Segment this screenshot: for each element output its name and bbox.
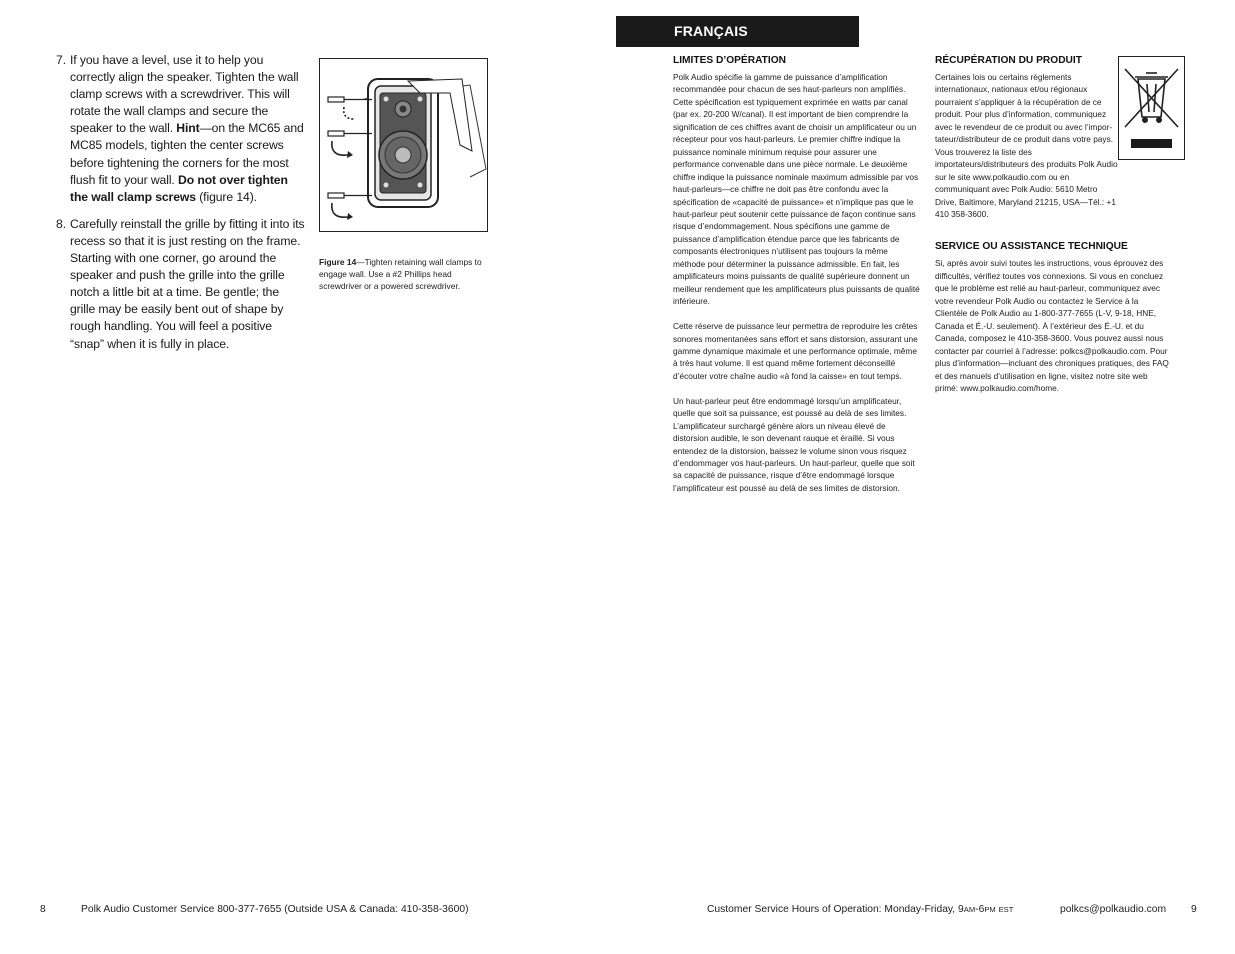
- hours-mid: -6: [975, 904, 985, 915]
- step-text-part: (figure 14).: [195, 189, 257, 204]
- hours-pm: PM: [984, 905, 996, 914]
- language-heading-bar: FRANÇAIS: [616, 16, 859, 47]
- limits-paragraph-2: Cette réserve de puissance leur permettra de reproduire les crêtes sonores momentanées sans effort et sans distorsion, assurant une gamme dynamique maximale et une performance optimale, même à très haut volume. Il est quand même fortement déconseillé d’écouter votre chaîne audio «à fond la caisse» en tout temps.: [673, 321, 918, 381]
- step-number: 8.: [56, 216, 67, 231]
- installation-steps: [56, 52, 306, 363]
- figure-caption-text: —Tighten retaining wall clamps to engage wall. Use a #2 Phillips head screwdriver or a powered screwdriver.: [319, 257, 482, 292]
- hint-label: Hint: [176, 121, 200, 136]
- weee-crossed-bin-icon: [1118, 56, 1185, 160]
- step-text-part: If you have a level, use it to help you correctly align the speaker. Tighten the wall clamp screws with a screwdriver. This will rotate the wall clamps and secure the speaker to the wall.: [70, 53, 299, 136]
- hours-timezone: EST: [998, 905, 1014, 914]
- section-title-service: SERVICE OU ASSISTANCE TECHNIQUE: [935, 241, 1128, 253]
- column-operating-limits: [673, 54, 920, 507]
- figure-14-illustration: [319, 58, 488, 232]
- limits-paragraph-1: Polk Audio spécifie la gamme de puissance d’amplification recommandée pour chacun de ses haut-parleurs non amplifiés. Cette spécification est typiquement exprimée en watts par canal (par ex. 20-200 W/canal). Il est important de bien comprendre la signification de ces chiffres avant de choisir un amplificateur ou un récepteur pour vos haut-parleurs. Le premier chiffre indique la puissance nominale minimum requise pour assurer une performance convenable dans une pièce normale. Le deuxième chiffre indique la puissance nominale maximum admissible par vos haut-parleurs—ce chiffre ne doit pas être confondu avec la spécification de «capacité de puissance» et n’implique pas que le haut-parleur peut soutenir cette puissance de façon continue sans risque d’endommagement. Nous spécifions une gamme de puissance d’amplification étendue parce que les fabricants de composants électroniques n’utilisent pas toujours la même méthode pour déterminer la puissance admissible. En fait, les amplificateurs moins puissants de qualité supérieure donnent un meilleur rendement que les amplificateurs plus puissants de qualité inférieure.: [673, 72, 920, 307]
- warning-text: Do not over tighten the wall clamp screws: [70, 172, 288, 204]
- step-text: Carefully reinstall the grille by fitting it into its recess so that it is just resting on the frame. Starting with one corner, go around the speaker and push the grille into the grille notch a little bit at a time. Be gentle; the grille may be easily bent out of shape by rough handling. You will feel a positive “snap” when it is fully in place.: [70, 216, 305, 351]
- speaker-wall-mount-diagram: [320, 59, 487, 231]
- recycling-paragraph: Certaines lois ou certains règlements internationaux, nationaux et/ou régionaux pourraient s’appliquer à la récupération de ce produit. Pour plus d’information, communiquez avec le revendeur de ce produit ou avec l’impor-tateur/distributeur de ce produit dans votre pays. Vous trouverez la liste des importateurs/distributeurs des produits Polk Audio sur le site www.polkaudio.com ou en communiquant avec Polk Audio: 5610 Metro Drive, Baltimore, Maryland 21215, USA—Tél.: +1 410 358-3600.: [935, 72, 1118, 219]
- step-8: [56, 216, 306, 353]
- hours-prefix: Customer Service Hours of Operation: Monday-Friday, 9: [707, 904, 964, 915]
- step-7: [56, 52, 306, 206]
- crossed-bin-icon: [1119, 57, 1184, 159]
- step-number: 7.: [56, 53, 67, 67]
- left-footer-text: Polk Audio Customer Service 800-377-7655 (Outside USA & Canada: 410-358-3600): [81, 904, 469, 915]
- step-text-part: —on the MC65 and MC85 models, tighten the center screws before tightening the corners for the most flush fit to your wall.: [70, 121, 304, 187]
- figure-14-caption: [319, 256, 494, 293]
- left-page-number: 8: [40, 904, 46, 915]
- service-paragraph: Si, après avoir suivi toutes les instructions, vous éprouvez des difficultés, vérifiez toutes vos connexions. Si vous en concluez que le problème est relié au haut-parleur, communiquez avec votre revendeur Polk Audio ou contactez le Service à la Clientèle de Polk Audio au 1-800-377-7655 (L-V, 9-18, HNE, Canada et É.-U. seulement). À l’extérieur des É.-U. et du Canada, composez le 410-358-3600. Vous pouvez aussi nous contacter par courriel à l’adresse: polkcs@polkaudio.com. Pour plus d’information—incluant des chroniques pratiques, des FAQ et des manuels d’utilisation en ligne, visitez notre site web primé: www.polkaudio.com/home.: [935, 258, 1169, 393]
- support-email: polkcs@polkaudio.com: [1060, 904, 1167, 915]
- section-title-limits: LIMITES D’OPÉRATION: [673, 55, 787, 66]
- figure-label: Figure 14: [319, 257, 357, 267]
- section-title-recycling: RÉCUPÉRATION DU PRODUIT: [935, 55, 1082, 66]
- service-hours-text: [707, 904, 1013, 915]
- right-page-number: 9: [1191, 904, 1197, 915]
- hours-am: AM: [963, 905, 976, 914]
- step-text: [70, 52, 306, 206]
- limits-paragraph-3: Un haut-parleur peut être endommagé lorsqu’un amplificateur, quelle que soit sa puissance, est poussé au delà de ses limites. L’amplificateur surchargé génère alors un niveau élevé de distorsion audible, le son devenant rauque et éraillé. Si vous entendez de la distorsion, baissez le volume sinon vous risquez d’endommager vos haut-parleurs. Un haut-parleur, quelle que soit sa capacité de puissance, risque d’être endommagé lorsque l’amplificateur est poussé au delà de ses limites de distorsion.: [673, 395, 915, 493]
